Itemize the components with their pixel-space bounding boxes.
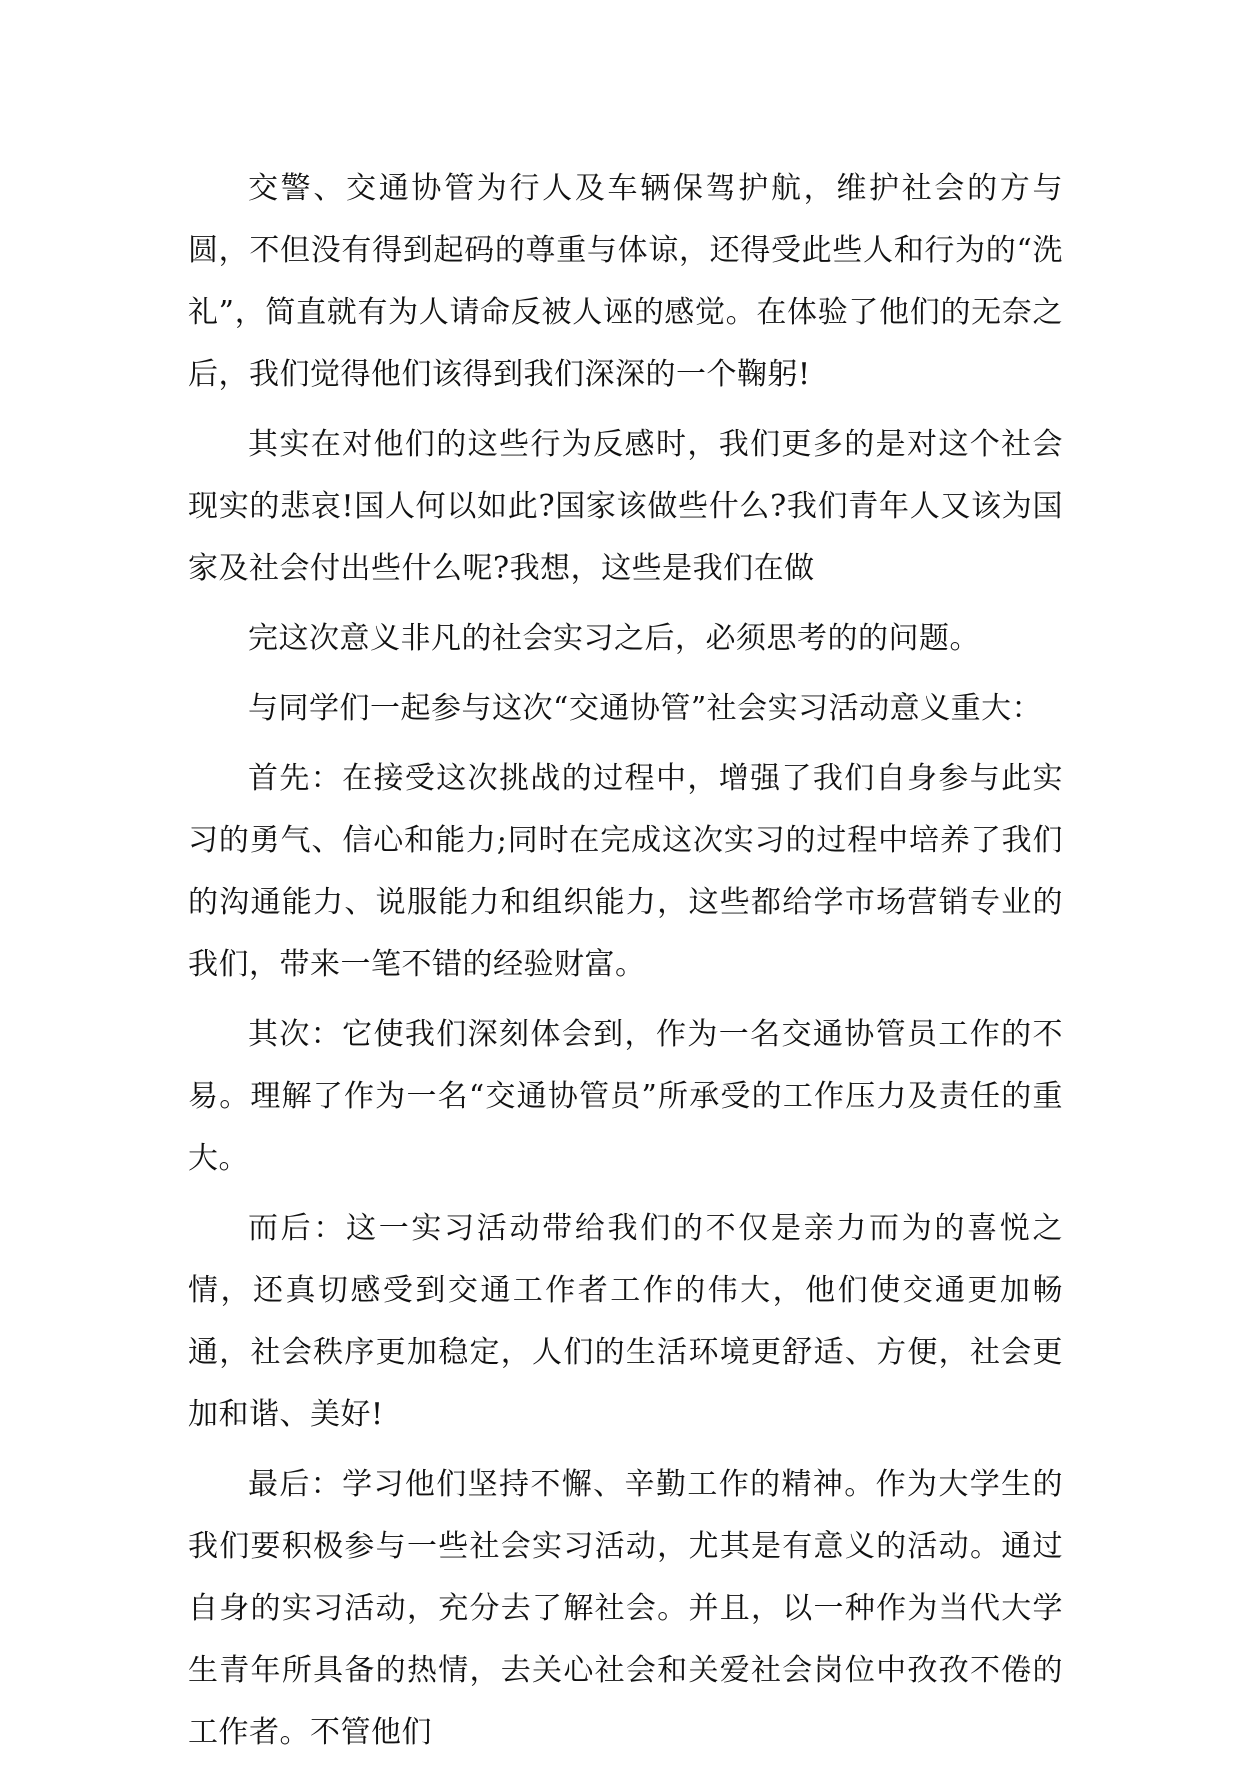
paragraph-3: 完这次意义非凡的社会实习之后，必须思考的的问题。 [248, 621, 980, 656]
paragraph-4: 与同学们一起参与这次“交通协管”社会实习活动意义重大： [248, 691, 1043, 726]
paragraph-8: 最后：学习他们坚持不懈、辛勤工作的精神。作为大学生的我们要积极参与一些社会实习活动，尤其是有意义的活动。通过自身的实习活动，充分去了解社会。并且，以一种作为当代大学生青年所具备的热情，去关心社会和关爱社会岗位中孜孜不倦的工作者。不管他们 [188, 1467, 1063, 1750]
paragraph-7: 而后：这一实习活动带给我们的不仅是亲力而为的喜悦之情，还真切感受到交通工作者工作的伟大，他们使交通更加畅通，社会秩序更加稳定，人们的生活环境更舒适、方便，社会更加和谐、美好! [188, 1211, 1063, 1432]
paragraph-1: 交警、交通协管为行人及车辆保驾护航，维护社会的方与圆，不但没有得到起码的尊重与体谅，还得受此些人和行为的“洗礼”，简直就有为人请命反被人诬的感觉。在体验了他们的无奈之后，我们觉得他们该得到我们深深的一个鞠躬! [188, 171, 1063, 392]
paragraph-6: 其次：它使我们深刻体会到，作为一名交通协管员工作的不易。理解了作为一名“交通协管员”所承受的工作压力及责任的重大。 [188, 1017, 1063, 1176]
paragraph-5: 首先：在接受这次挑战的过程中，增强了我们自身参与此实习的勇气、信心和能力;同时在完成这次实习的过程中培养了我们的沟通能力、说服能力和组织能力，这些都给学市场营销专业的我们，带来一笔不错的经验财富。 [188, 761, 1063, 982]
body-text [188, 158, 1063, 1772]
paragraph-2: 其实在对他们的这些行为反感时，我们更多的是对这个社会现实的悲哀!国人何以如此?国家该做些什么?我们青年人又该为国家及社会付出些什么呢?我想，这些是我们在做 [188, 427, 1063, 586]
